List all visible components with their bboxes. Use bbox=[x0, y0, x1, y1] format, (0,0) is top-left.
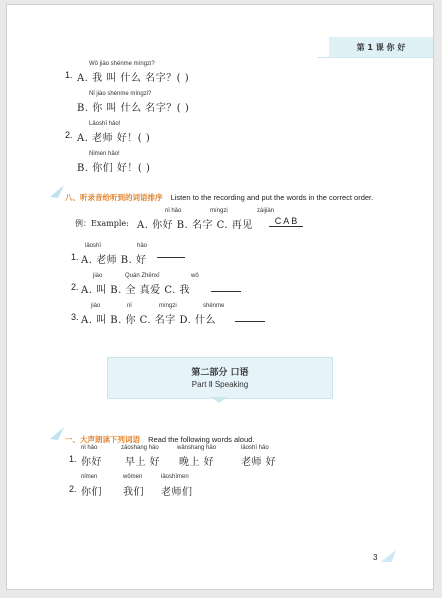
pinyin-word: nǐ bbox=[127, 303, 132, 309]
lesson-header: 第 1 课 你 好 bbox=[329, 37, 433, 57]
pinyin-word: míngzi bbox=[159, 303, 177, 309]
section-leaf-icon bbox=[49, 425, 65, 441]
section-leaf-icon bbox=[49, 183, 65, 199]
section-title-cn: 八、听录音给听到的词语排序 bbox=[65, 193, 163, 202]
page-number: 3 bbox=[373, 553, 378, 562]
question-number: 3. bbox=[71, 312, 79, 322]
section-title-cn: 一、大声朗读下列词语 bbox=[65, 435, 140, 444]
pinyin-line: Nǐ jiào shénme míngzi? bbox=[89, 91, 152, 97]
pinyin-line: Lǎoshī hǎo! bbox=[89, 121, 121, 127]
vocab-word: 你好 bbox=[81, 457, 102, 468]
part-banner-pointer bbox=[211, 397, 227, 403]
question-number: 1. bbox=[65, 70, 73, 80]
section-title-en: Read the following words aloud. bbox=[148, 435, 255, 444]
part-title-cn: 第二部分 口语 bbox=[191, 368, 249, 378]
option-line: B. 你们 好！( ) bbox=[77, 163, 151, 174]
option-line: B. 你 叫 什么 名字？( ) bbox=[77, 103, 190, 114]
answer-blank[interactable] bbox=[235, 321, 265, 322]
header-divider bbox=[317, 57, 433, 58]
vocab-word: 你们 bbox=[81, 487, 102, 498]
pinyin-word: shénme bbox=[203, 303, 225, 309]
answer-blank[interactable] bbox=[157, 257, 185, 258]
pinyin-word: zǎoshang hǎo bbox=[121, 445, 159, 451]
page-corner-icon bbox=[379, 549, 397, 563]
example-options: A. 你好 B. 名字 C. 再见 bbox=[137, 220, 253, 231]
pinyin-word: lǎoshī bbox=[85, 243, 102, 249]
section-title-en: Listen to the recording and put the words in the correct order. bbox=[170, 193, 374, 202]
pinyin-word: nǐ hǎo bbox=[81, 445, 98, 451]
pinyin-word: lǎoshī hǎo bbox=[241, 445, 269, 451]
pinyin-word: jiào bbox=[91, 303, 101, 309]
option-line: A. 叫 B. 你 C. 名字 D. 什么 bbox=[81, 315, 216, 326]
question-number: 2. bbox=[65, 130, 73, 140]
pinyin-word: míngzi bbox=[210, 208, 228, 214]
option-line: A. 老师 好！( ) bbox=[77, 133, 151, 144]
section-heading bbox=[65, 185, 373, 204]
option-line: A. 我 叫 什么 名字？( ) bbox=[77, 73, 190, 84]
row-number: 2. bbox=[69, 484, 77, 494]
question-number: 2. bbox=[71, 282, 79, 292]
pinyin-word: zàijiàn bbox=[257, 208, 275, 214]
part-banner bbox=[107, 357, 333, 399]
vocab-word: 老师们 bbox=[161, 487, 193, 498]
example-answer: C A B bbox=[269, 216, 303, 227]
pinyin-word: nǐmen bbox=[81, 474, 98, 480]
pinyin-line: Wǒ jiào shénme míngzi? bbox=[89, 61, 155, 67]
pinyin-word: jiào bbox=[93, 273, 103, 279]
pinyin-word: nǐ hǎo bbox=[165, 208, 182, 214]
example-label: 例：Example: bbox=[75, 219, 129, 228]
pinyin-word: wǎnshang hǎo bbox=[177, 445, 217, 451]
answer-blank[interactable] bbox=[211, 291, 241, 292]
question-number: 1. bbox=[71, 252, 79, 262]
pinyin-word: lǎoshīmen bbox=[161, 474, 189, 480]
option-line: A. 老师 B. 好 bbox=[81, 255, 147, 266]
part-title-en: Part Ⅱ Speaking bbox=[191, 380, 249, 389]
document-page bbox=[6, 4, 434, 590]
vocab-word: 老师 好 bbox=[241, 457, 277, 468]
pinyin-line: Nǐmen hǎo! bbox=[89, 151, 120, 157]
option-line: A. 叫 B. 全 真爱 C. 我 bbox=[81, 285, 190, 296]
row-number: 1. bbox=[69, 454, 77, 464]
pinyin-word: Quán Zhēnxī bbox=[125, 273, 160, 279]
vocab-word: 晚上 好 bbox=[179, 457, 215, 468]
pinyin-word: hǎo bbox=[137, 243, 148, 249]
pinyin-word: wǒ bbox=[191, 273, 199, 279]
section-heading bbox=[65, 427, 254, 446]
vocab-word: 我们 bbox=[123, 487, 144, 498]
vocab-word: 早上 好 bbox=[125, 457, 161, 468]
pinyin-word: wǒmen bbox=[123, 474, 143, 480]
